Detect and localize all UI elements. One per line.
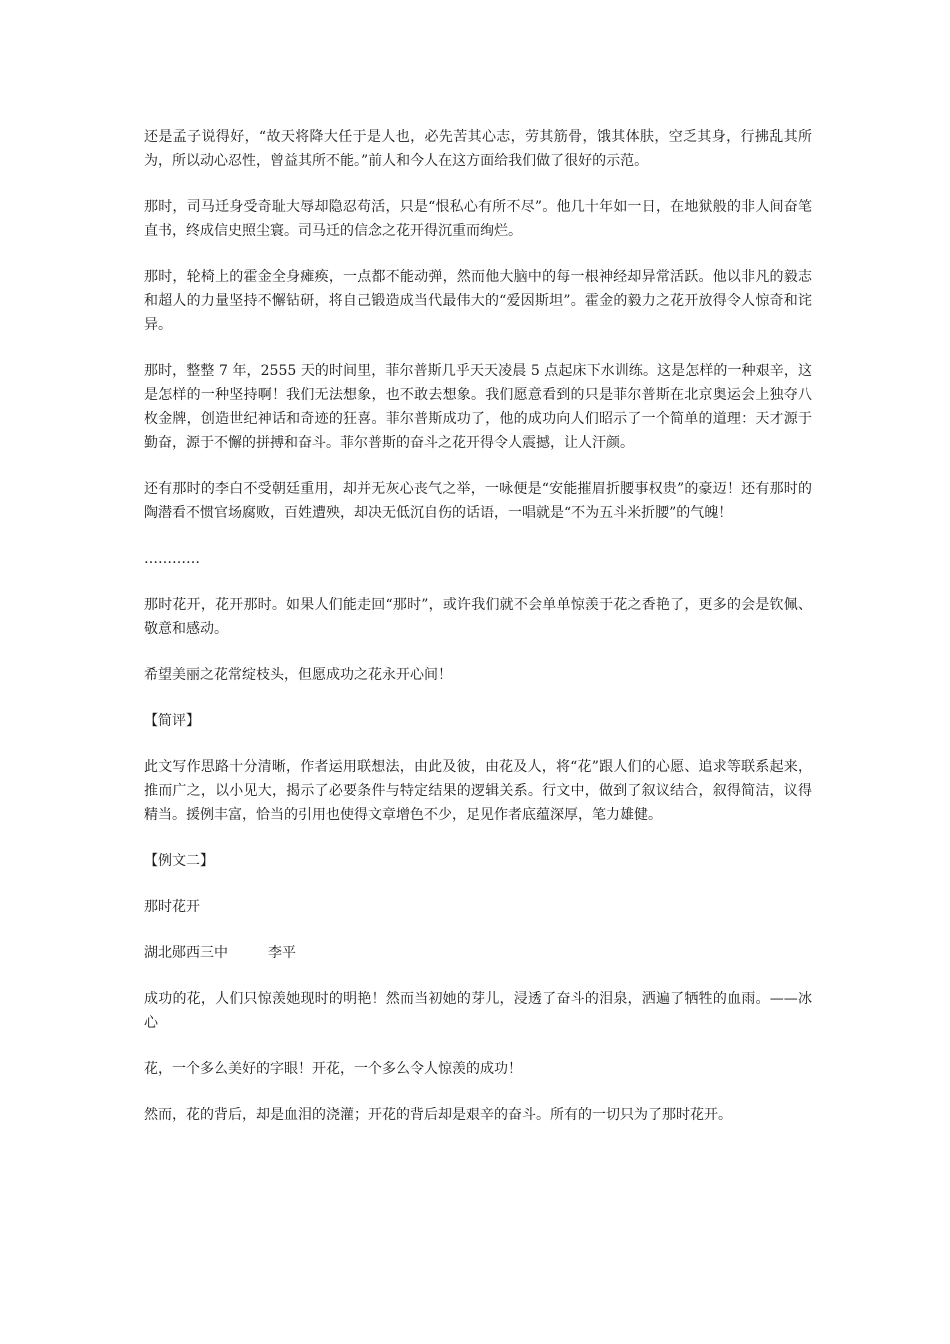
paragraph-behind-flower: 然而，花的背后，却是血泪的浇灌；开花的背后却是艰辛的奋斗。所有的一切只为了那时花开。 [144, 1107, 732, 1123]
paragraph-hawking: 那时，轮椅上的霍金全身瘫痪，一点都不能动弹，然而他大脑中的每一根神经却异常活跃。他以非凡的毅志和超人的力量坚持不懈钻研，将自己锻造成当代最伟大的“爱因斯坦”。霍金的毅力之花开放得令人惊奇和诧异。 [144, 269, 812, 333]
paragraph-wish: 希望美丽之花常绽枝头，但愿成功之花永开心间！ [144, 667, 452, 683]
document-body [144, 125, 812, 1149]
paragraph-review: 此文写作思路十分清晰，作者运用联想法，由此及彼，由花及人，将“花”跟人们的心愿、追求等联系起来，推而广之，以小见大，揭示了必要条件与特定结果的逻辑关系。行文中，做到了叙议结合，叙得简洁，议得精当。援例丰富，恰当的引用也使得文章增色不少，足见作者底蕴深厚，笔力雄健。 [144, 759, 812, 823]
ellipsis-separator: ………… [144, 551, 200, 567]
review-heading: 【简评】 [144, 713, 200, 729]
author-name: 李平 [268, 945, 296, 961]
paragraph-flower-word: 花，一个多么美好的字眼！开花，一个多么令人惊羡的成功！ [144, 1061, 522, 1077]
paragraph-sima-qian: 那时，司马迁身受奇耻大辱却隐忍苟活，只是“恨私心有所不尽”。他几十年如一日，在地狱般的非人间奋笔直书，终成信史照尘寰。司马迁的信念之花开得沉重而绚烂。 [144, 199, 812, 239]
essay-title: 那时花开 [144, 899, 200, 915]
paragraph-bingxin-quote: 成功的花，人们只惊羡她现时的明艳！然而当初她的芽儿，浸透了奋斗的泪泉，洒遍了牺牲的血雨。——冰心 [144, 991, 812, 1031]
example-two-heading: 【例文二】 [144, 853, 214, 869]
paragraph-mencius-quote: 还是孟子说得好，“故天将降大任于是人也，必先苦其心志，劳其筋骨，饿其体肤，空乏其身，行拂乱其所为，所以动心忍性，曾益其所不能。”前人和今人在这方面给我们做了很好的示范。 [144, 129, 812, 169]
paragraph-flowers-bloom: 那时花开，花开那时。如果人们能走回“那时”，或许我们就不会单单惊羡于花之香艳了，更多的会是钦佩、敬意和感动。 [144, 597, 812, 637]
essay-byline [144, 941, 812, 965]
paragraph-li-bai-tao-qian: 还有那时的李白不受朝廷重用，却并无灰心丧气之举，一咏便是“安能摧眉折腰事权贵”的豪迈！还有那时的陶潜看不惯官场腐败，百姓遭殃，却决无低沉自伤的话语，一唱就是“不为五斗米折腰”的气魄！ [144, 481, 812, 521]
paragraph-phelps: 那时，整整 7 年，2555 天的时间里，菲尔普斯几乎天天凌晨 5 点起床下水训练。这是怎样的一种艰辛，这是怎样的一种坚持啊！我们无法想象，也不敢去想象。我们愿意看到的只是菲尔普斯在北京奥运会上独夺八枚金牌，创造世纪神话和奇迹的狂喜。菲尔普斯成功了，他的成功向人们昭示了一个简单的道理：天才源于勤奋，源于不懈的拼搏和奋斗。菲尔普斯的奋斗之花开得令人震撼，让人汗颜。 [144, 363, 812, 451]
author-school: 湖北郧西三中 [144, 945, 228, 961]
